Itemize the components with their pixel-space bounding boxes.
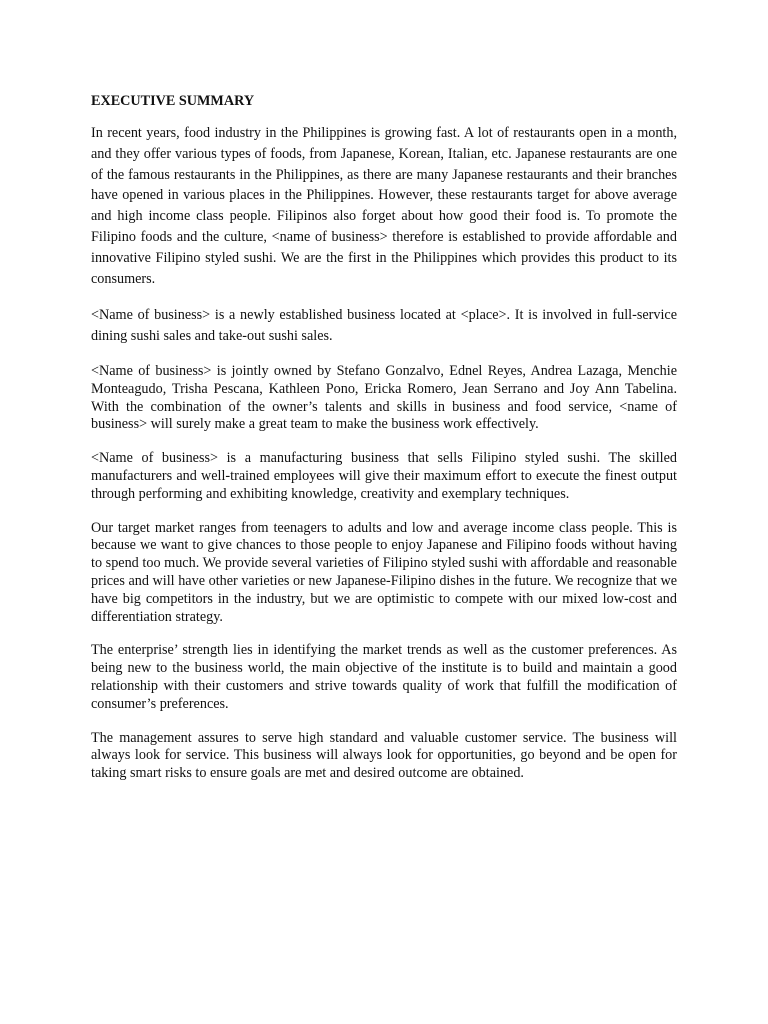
paragraph-intro: In recent years, food industry in the Philippines is growing fast. A lot of restaurants open in a month, and they offer various types of foods, from Japanese, Korean, Italian, etc. Japanese restaurants are one of the famous restaurants in the Philippines, as there are many Japanese restaurants and their branches have opened in various places in the Philippines. However, these restaurants target for above average and high income class people. Filipinos also forget about how good their food is. To promote the Filipino foods and the culture, <name of business> therefore is established to provide affordable and innovative Filipino styled sushi. We are the first in the Philippines which provides this product to its consumers. <box>91 125 677 287</box>
document-title: EXECUTIVE SUMMARY <box>91 93 255 109</box>
document-page <box>91 92 677 799</box>
paragraph-management: The management assures to serve high standard and valuable customer service. The business will always look for service. This business will always look for opportunities, go beyond and be open for taking smart risks to ensure goals are met and desired outcome are obtained. <box>91 729 677 782</box>
paragraph-manufacturing: <Name of business> is a manufacturing business that sells Filipino styled sushi. The skilled manufacturers and well-trained employees will give their maximum effort to execute the finest output through performing and exhibiting knowledge, creativity and exemplary techniques. <box>91 450 677 502</box>
paragraph-owners: <Name of business> is jointly owned by Stefano Gonzalvo, Ednel Reyes, Andrea Lazaga, Menchie Monteagudo, Trisha Pescana, Kathleen Pono, Ericka Romero, Jean Serrano and Joy Ann Tabelina. With the combination of the owner’s talents and skills in business and food service, <name of business> will surely make a great team to make the business work effectively. <box>91 362 677 433</box>
paragraph-target-market: Our target market ranges from teenagers to adults and low and average income class people. This is because we want to give chances to those people to enjoy Japanese and Filipino foods without having to spend too much. We provide several varieties of Filipino styled sushi with affordable and reasonable prices and will have other varieties or new Japanese-Filipino dishes in the future. We recognize that we have big competitors in the industry, but we are optimistic to compete with our mixed low-cost and differentiation strategy. <box>91 519 677 625</box>
paragraph-location: <Name of business> is a newly established business located at <place>. It is involved in full-service dining sushi sales and take-out sushi sales. <box>91 307 677 345</box>
paragraph-strength: The enterprise’ strength lies in identifying the market trends as well as the customer preferences. As being new to the business world, the main objective of the institute is to build and maintain a good relationship with their customers and strive towards quality of work that fulfill the modification of consumer’s preferences. <box>91 642 677 712</box>
